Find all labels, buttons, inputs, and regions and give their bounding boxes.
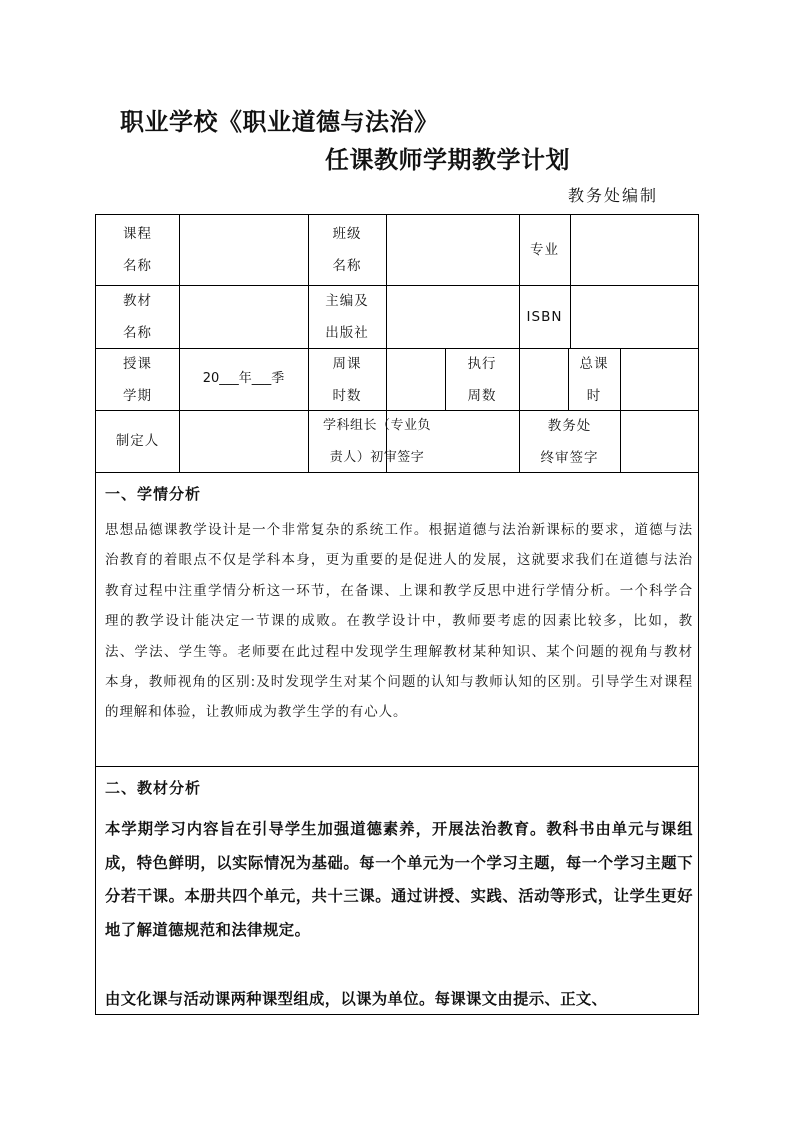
major-label: 专业 (530, 242, 559, 258)
department-label: 教务处编制 (568, 186, 659, 205)
row-divider (96, 766, 698, 767)
textbook-name-label: 教材 名称 (123, 293, 152, 341)
col-divider (620, 348, 621, 472)
col-divider (570, 215, 571, 348)
editor-publisher-label: 主编及 出版社 (325, 293, 369, 341)
author-label: 制定人 (115, 433, 160, 449)
teaching-term-label: 授课 学期 (123, 356, 152, 404)
section-title-textbook-analysis: 二、教材分析 (105, 779, 202, 797)
learner-analysis-text: 思想品德课教学设计是一个非常复杂的系统工作。根据道德与法治新课标的要求，道德与法治教育的着眼点不仅是学科本身，更为重要的是促进人的发展，这就要求我们在道德与法治教育过程中注重学情分析这一环节，在备课、上课和教学反思中进行学情分析。一个科学合理的教学设计能决定一节课的成败。在教学设计中，教师要考虑的因素比较多，比如，教法、学法、学生等。老师要在此过程中发现学生理解教材某种知识、某个问题的视角与教材本身，教师视角的区别:及时发现学生对某个问题的认知与教师认知的区别。引导学生对课程的理解和体验，让教师成为教学生学的有心人。 (105, 522, 693, 721)
term-value: 20___年___季 (202, 371, 285, 386)
document-title-line2: 任课教师学期教学计划 (325, 146, 570, 174)
textbook-analysis-text-continued: 由文化课与活动课两种课型组成，以课为单位。每课课文由提示、正文、 (105, 990, 608, 1008)
final-review-label: 教务处 终审签字 (540, 418, 599, 466)
section-title-learner-analysis: 一、学情分析 (105, 485, 202, 503)
course-name-label: 课程 名称 (123, 226, 152, 274)
plan-form-table (95, 214, 699, 1015)
class-name-label: 班级 名称 (332, 226, 362, 274)
textbook-analysis-text: 本学期学习内容旨在引导学生加强道德素养，开展法治教育。教科书由单元与课组成，特色鲜明，以实际情况为基础。每一个单元为一个学习主题，每一个学习主题下分若干课。本册共四个单元，共十三课。通过讲授、实践、活动等形式，让学生更好地了解道德规范和法律规定。 (105, 820, 693, 939)
document-title-line1: 职业学校《职业道德与法治》 (120, 108, 439, 136)
row-divider (96, 285, 698, 286)
total-hours-label: 总课 时 (579, 356, 609, 404)
weekly-hours-label: 周课 时数 (332, 356, 362, 404)
col-divider (179, 215, 180, 472)
subject-review-label: 学科组长（专业负 责人）初审签字 (322, 418, 431, 465)
execution-weeks-label: 执行 周数 (467, 356, 497, 404)
isbn-label: ISBN (526, 309, 563, 325)
